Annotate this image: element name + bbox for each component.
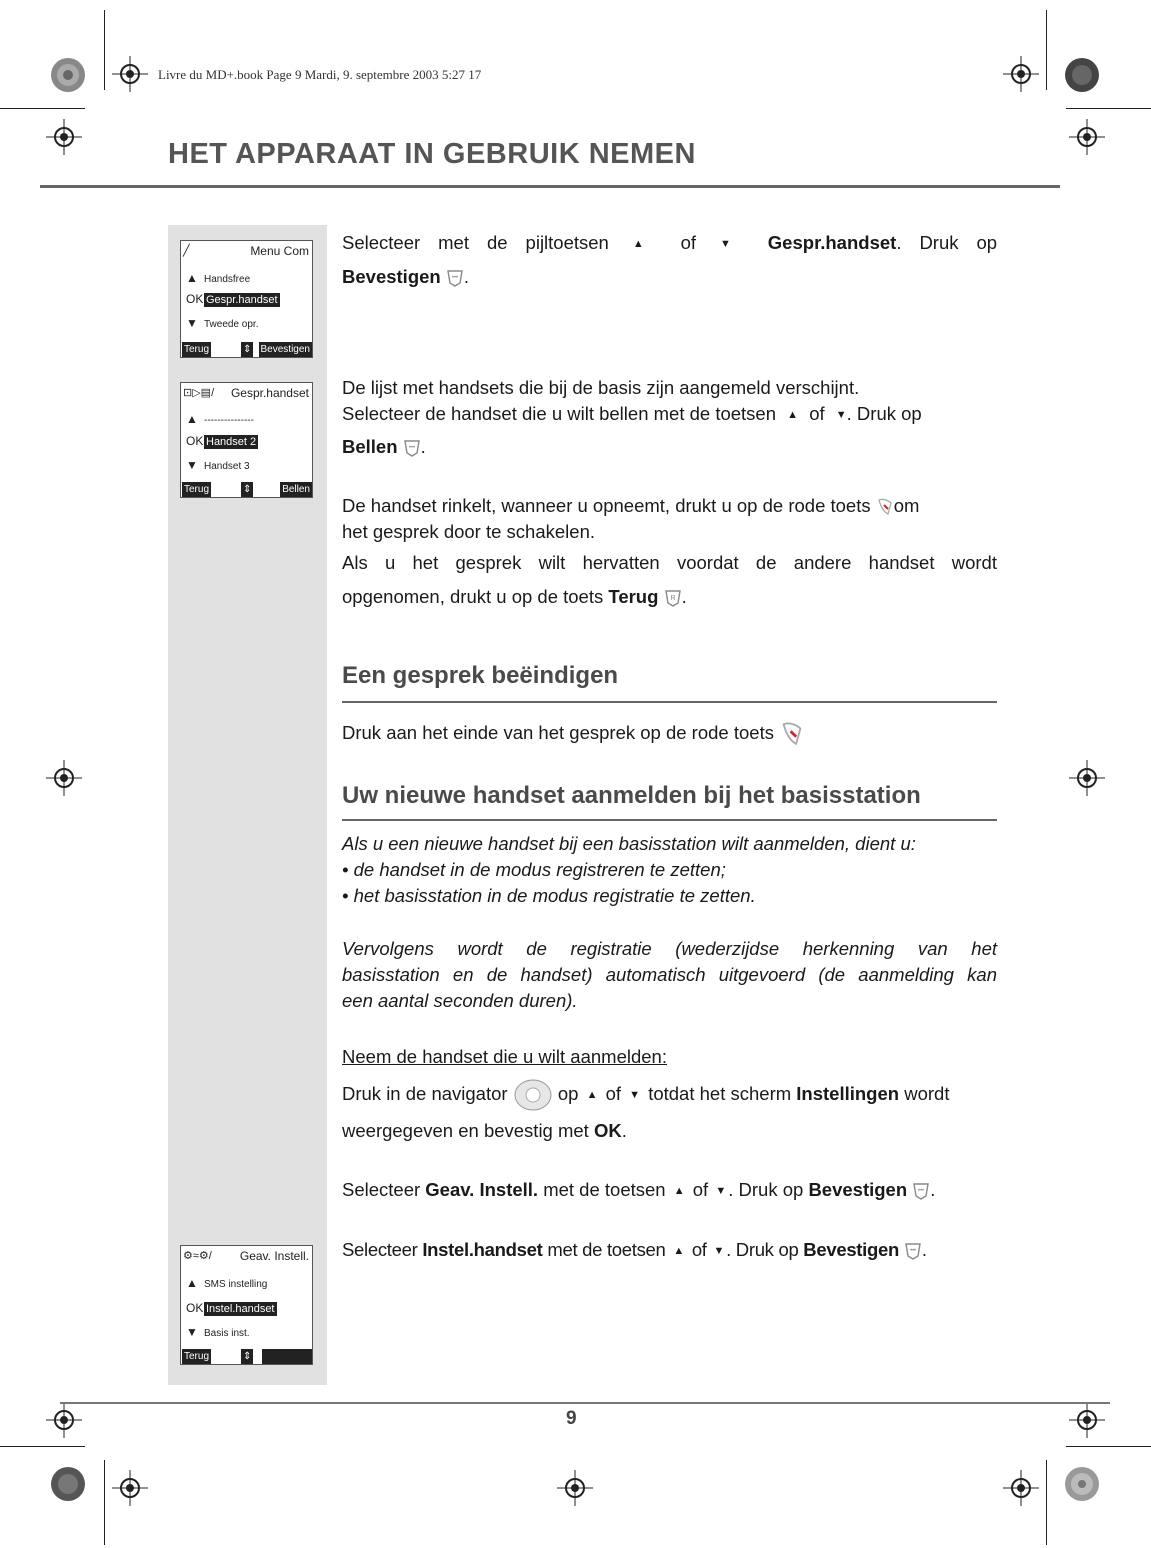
crop-line [1066,108,1151,109]
ok-label: OK [186,434,204,448]
registration-rosette-icon [1064,57,1100,93]
svg-text:R: R [670,595,676,603]
text: Selecteer de handset die u wilt bellen met de toetsen [342,403,777,424]
chapter-title: HET APPARAAT IN GEBRUIK NEMEN [168,138,696,170]
screen-row-down [186,458,250,472]
section-rule [342,701,997,703]
confirm-key-icon [403,438,421,458]
softkey-right: Bevestigen [260,344,310,355]
term: Bevestigen [342,266,441,287]
registration-rosette-icon [1064,1466,1100,1502]
updown-icon: ⇕ [243,484,252,495]
arrow-up-icon: ▲ [632,238,657,250]
text: De handset rinkelt, wanneer u opneemt, drukt u op de rode toets [342,495,871,516]
text: met de toetsen [543,1179,666,1200]
text: op [557,1082,579,1104]
red-hangup-key-icon [779,720,805,748]
screen-row-down [186,316,258,330]
text-line [342,493,997,519]
text: . [621,1120,627,1141]
navigator-icon [513,1078,553,1112]
crosshair-icon [46,119,82,155]
arrow-up-icon: ▲ [673,1245,684,1257]
section-heading-register-handset: Uw nieuwe handset aanmelden bij het basisstation [342,782,921,809]
crop-line [0,108,85,109]
screen-softkeys [181,482,312,497]
text: . Druk op [896,232,998,253]
crosshair-icon [557,1470,593,1506]
softkey-left: Terug [184,484,210,495]
text: wordt [904,1082,950,1104]
crop-line [1046,10,1047,90]
text: Neem de handset die u wilt aanmelden: [342,1046,667,1067]
text: Als u het gesprek wilt hervatten voordat de andere handset wordt [342,552,997,573]
underlined-instruction [342,1044,997,1070]
text: of [680,232,697,253]
text: basisstation en de handset) automatisch uitgevoerd (de aanmelding kan [342,964,997,985]
screen-row-up [186,271,250,285]
screen-status-icon: ⚙≈⚙/ [183,1250,212,1262]
crosshair-icon [1069,1402,1105,1438]
page-number: 9 [566,1408,577,1429]
text: Als u een nieuwe handset bij een basisstation wilt aanmelden, dient u: [342,833,916,854]
screen-row-label: Tweede opr. [204,319,259,330]
phone-screen-menu-com [180,240,313,358]
screen-row-down [186,1325,250,1339]
softkey-left: Terug [184,344,210,355]
term: Gespr.handset [767,232,897,253]
text: Selecteer [342,1179,421,1200]
arrow-down-icon: ▼ [186,1325,198,1339]
registration-rosette-icon [50,57,86,93]
confirm-key-icon [446,268,464,288]
screen-row-label: Handsfree [204,274,251,285]
chapter-rule [40,185,1060,188]
updown-icon: ⇕ [243,344,252,355]
confirm-key-icon [912,1181,930,1201]
screen-status-icon: ⊡▷▤/ [183,387,215,399]
section-rule [342,819,997,821]
arrow-up-icon: ▲ [186,1276,198,1290]
red-hangup-key-icon [876,497,894,517]
text: Druk in de navigator [342,1082,508,1104]
screen-row-label: SMS instelling [204,1279,268,1290]
screen-row-selected [186,1301,277,1315]
arrow-down-icon: ▼ [835,409,847,421]
screen-title: Geav. Instell. [239,1249,309,1263]
text: een aantal seconden duren). [342,990,578,1011]
crop-line [1066,1446,1151,1447]
text: . Druk op [726,1239,799,1260]
paragraph-navigator [342,1078,997,1112]
screen-row-label: --------------- [204,415,254,426]
text: of [692,1179,709,1200]
arrow-down-icon: ▼ [715,1185,727,1197]
arrow-down-icon: ▼ [720,238,744,250]
text: . Druk op [728,1179,804,1200]
text: of [809,403,825,424]
text: • de handset in de modus registreren te zetten; [342,859,726,880]
term: Bevestigen [808,1179,908,1200]
text: Selecteer met de pijltoetsen [342,232,609,253]
softkey-left: Terug [184,1351,210,1362]
screen-row-selected [186,292,280,306]
crosshair-icon [1003,56,1039,92]
term: Bellen [342,436,398,457]
crosshair-icon [1069,760,1105,796]
term: OK [593,1120,622,1141]
arrow-up-icon: ▲ [186,412,198,426]
text: met de toetsen [547,1239,666,1260]
screen-row-label: Basis inst. [204,1328,250,1339]
crosshair-icon [1069,119,1105,155]
crop-line [0,1446,85,1447]
paragraph-register-intro [342,831,997,909]
paragraph-bellen [342,434,997,460]
text: weergegeven en bevestig met [342,1120,589,1141]
crop-line [1046,1460,1047,1545]
paragraph-select-gespr-handset [342,230,997,257]
arrow-up-icon: ▲ [787,409,799,421]
ok-label: OK [186,1301,204,1315]
svg-text:•••: ••• [918,1188,925,1195]
svg-text:•••: ••• [910,1248,916,1255]
svg-text:•••: ••• [451,275,459,282]
back-key-icon [664,588,682,608]
svg-text:•••: ••• [408,445,415,452]
term: Bevestigen [803,1239,900,1260]
softkey-right: Bellen [282,484,310,495]
crosshair-icon [112,56,148,92]
term: Geav. Instell. [425,1179,539,1200]
text: . Druk op [846,403,922,424]
footer-rule [60,1402,1110,1404]
arrow-up-icon: ▲ [186,271,198,285]
text-line [342,401,997,428]
screen-row-up [186,412,254,426]
screen-row-selected [186,434,258,448]
paragraph-resume-call-2 [342,584,997,610]
text: Vervolgens wordt de registratie (wederzijdse herkenning van het [342,938,997,959]
screen-row-label: Gespr.handset [206,294,278,306]
text: . [921,1239,927,1260]
arrow-down-icon: ▼ [186,316,198,330]
text: . [463,266,469,287]
text: Selecteer [342,1239,418,1260]
arrow-down-icon: ▼ [629,1088,641,1101]
text: opgenomen, drukt u op de toets [342,586,604,607]
arrow-down-icon: ▼ [713,1245,725,1257]
paragraph-select-geav-instell [342,1177,997,1204]
text: . [681,586,687,607]
term: Terug [608,586,659,607]
crosshair-icon [46,1402,82,1438]
phone-screen-gespr-handset [180,382,313,498]
registration-rosette-icon [50,1466,86,1502]
paragraph-resume-call [342,550,997,576]
text: • het basisstation in de modus registratie te zetten. [342,885,756,906]
screen-title: Gespr.handset [230,386,309,400]
text: . [930,1179,936,1200]
crosshair-icon [46,760,82,796]
screen-row-up [186,1276,267,1290]
arrow-up-icon: ▲ [586,1088,598,1101]
text: totdat het scherm [648,1082,792,1104]
text: . [420,436,426,457]
screen-tab-icon: ╱ [183,245,190,257]
term: Instellingen [796,1082,900,1104]
text: of [605,1082,622,1104]
paragraph-handset-list [342,375,997,428]
book-header: Livre du MD+.book Page 9 Mardi, 9. septembre 2003 5:27 17 [158,67,482,82]
crop-line [104,10,105,90]
crosshair-icon [112,1470,148,1506]
paragraph-registration-auto [342,936,997,1014]
phone-screen-geav-instell [180,1245,313,1365]
text: of [691,1239,707,1260]
paragraph-end-call [342,720,997,748]
term: Instel.handset [422,1239,543,1260]
paragraph-handset-rings [342,493,997,545]
arrow-up-icon: ▲ [673,1185,685,1197]
screen-softkeys [181,1349,312,1364]
screen-row-label: Instel.handset [206,1303,275,1315]
softkey-right-blank [262,1349,312,1364]
text: Druk aan het einde van het gesprek op de rode toets [342,722,774,743]
crosshair-icon [1003,1470,1039,1506]
paragraph-select-gespr-handset-2 [342,264,997,290]
section-heading-end-call: Een gesprek beëindigen [342,662,619,689]
arrow-down-icon: ▼ [186,458,198,472]
text: om [893,495,920,516]
text: het gesprek door te schakelen. [342,521,595,542]
paragraph-navigator-2 [342,1118,997,1144]
screen-softkeys [181,342,312,357]
screen-title: Menu Com [250,244,309,258]
crop-line [104,1460,105,1545]
updown-icon: ⇕ [243,1351,252,1362]
paragraph-select-instel-handset [342,1237,997,1264]
text: De lijst met handsets die bij de basis zijn aangemeld verschijnt. [342,377,860,398]
screen-row-label: Handset 2 [206,436,257,448]
ok-label: OK [186,292,204,306]
screen-row-label: Handset 3 [204,461,250,472]
confirm-key-icon [904,1241,922,1261]
